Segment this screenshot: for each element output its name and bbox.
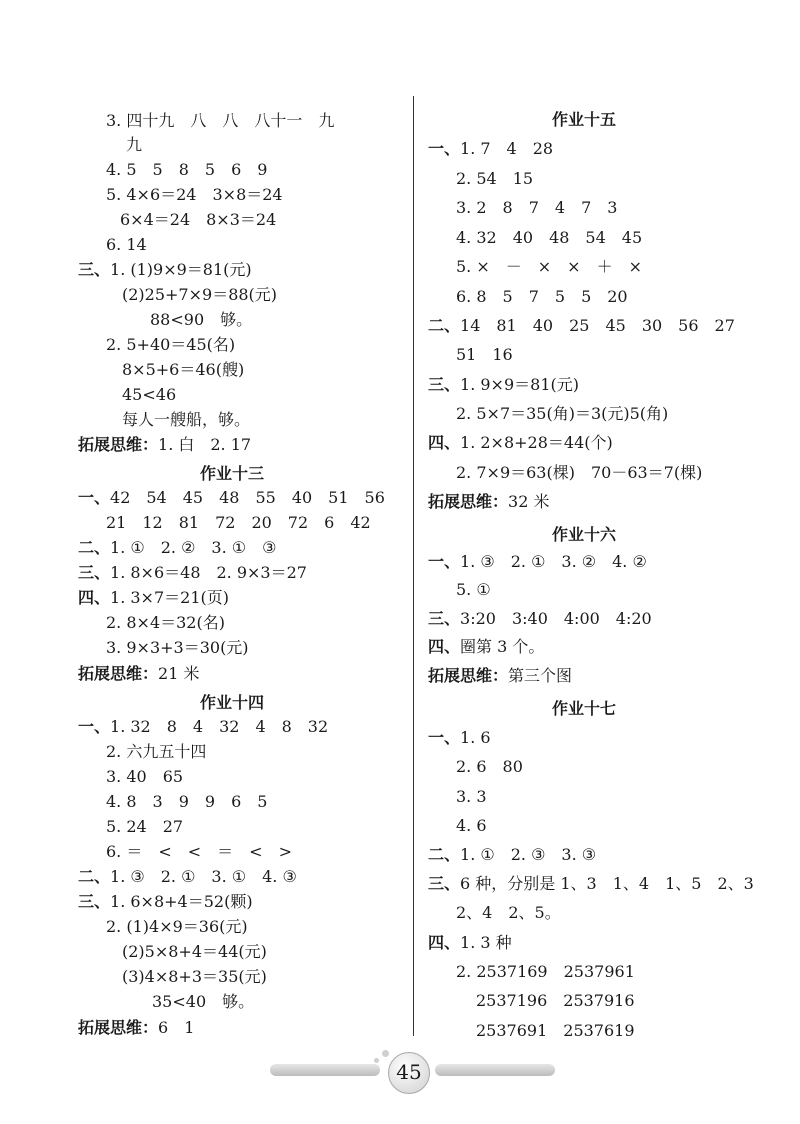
answer-line: 6. 14 (106, 235, 147, 254)
section-label: 三、 (78, 892, 111, 911)
answer-line (78, 562, 307, 584)
answer-line: 6. 8 5 7 5 5 20 (456, 287, 628, 306)
section-label: 一、 (78, 488, 111, 507)
answer-line: 2537196 2537916 (476, 991, 635, 1010)
section-label: 拓展思维： (78, 435, 159, 454)
answer-text: 21 米 (158, 664, 200, 683)
answer-line (428, 727, 491, 749)
answer-line: 6. ＝ < < ＝ < > (106, 842, 292, 861)
answer-line: 4. 6 (456, 816, 487, 835)
answer-line: 8×5+6＝46(艘) (122, 360, 245, 379)
answer-line (78, 259, 252, 281)
answer-line: 九 (126, 135, 143, 154)
answer-line (428, 491, 549, 513)
answer-line: 3. 40 65 (106, 767, 184, 786)
answer-line: 2537691 2537619 (476, 1021, 635, 1040)
answer-text: 32 米 (508, 492, 550, 511)
section-label: 一、 (428, 728, 461, 747)
answer-line: 5. ① (456, 580, 491, 599)
answer-text: 1. ① 2. ② 3. ① ③ (110, 538, 277, 557)
answer-line: 6×4＝24 8×3＝24 (120, 210, 277, 229)
answer-line: 3. 四十九 八 八 八十一 九 (106, 111, 335, 130)
section-label: 拓展思维： (78, 664, 159, 683)
answer-line (428, 844, 596, 866)
column-divider (413, 96, 414, 1036)
answer-line: 35<40 够。 (152, 992, 255, 1011)
answer-line: (2)5×8+4＝44(元) (122, 942, 267, 961)
answer-text: 1. ③ 2. ① 3. ① 4. ③ (110, 867, 297, 886)
answer-text: 1. 6×8+4＝52(颗) (110, 892, 253, 911)
answer-text: 1. ① 2. ③ 3. ③ (460, 845, 597, 864)
answer-line: 88<90 够。 (150, 310, 253, 329)
answer-text: 1. 9×9＝81(元) (460, 375, 579, 394)
answer-text: 1. (1)9×9＝81(元) (110, 260, 252, 279)
answer-line (78, 1017, 194, 1039)
answer-line (78, 891, 253, 913)
answer-text: 1. 6 (460, 728, 491, 747)
answer-line: (2)25+7×9＝88(元) (122, 285, 278, 304)
answer-line: 3. 2 8 7 4 7 3 (456, 198, 618, 217)
answer-line: 4. 32 40 48 54 45 (456, 228, 643, 247)
footer-bar-right (435, 1064, 555, 1076)
section-title: 作业十六 (552, 525, 617, 544)
answer-line (428, 551, 647, 573)
answer-line: 2. 5×7＝35(角)＝3(元)5(角) (456, 404, 669, 423)
answer-text: 42 54 45 48 55 40 51 56 (110, 488, 385, 507)
answer-line (428, 873, 754, 895)
answer-line (428, 932, 512, 954)
answer-text: 1. 2×8+28＝44(个) (460, 433, 613, 452)
answer-line (428, 636, 544, 658)
answer-text: 3:20 3:40 4:00 4:20 (460, 609, 652, 628)
answer-line: 45<46 (122, 385, 177, 404)
answer-line: 2、4 2、5。 (456, 903, 561, 922)
answer-line (428, 432, 613, 454)
answer-line: 3. 9×3+3＝30(元) (106, 638, 249, 657)
answer-line (428, 315, 735, 337)
section-label: 三、 (78, 563, 111, 582)
answer-line: 3. 3 (456, 787, 487, 806)
section-title: 作业十三 (200, 464, 265, 483)
answer-text: 1. 3 种 (460, 933, 512, 952)
section-label: 四、 (428, 637, 461, 656)
page-number: 45 (396, 1060, 422, 1084)
answer-line: 2. 6 80 (456, 757, 523, 776)
section-label: 二、 (428, 845, 461, 864)
answer-line: 2. 2537169 2537961 (456, 962, 635, 981)
section-title: 作业十五 (552, 110, 617, 129)
answer-line: 2. 六九五十四 (106, 742, 207, 761)
answer-line: 51 16 (456, 345, 513, 364)
answer-text: 圈第 3 个。 (460, 637, 545, 656)
answer-line (78, 434, 251, 456)
section-title: 作业十四 (200, 693, 265, 712)
answer-text: 1. 7 4 28 (460, 139, 554, 158)
answer-line (78, 866, 297, 888)
page-footer (270, 1050, 560, 1100)
section-title: 作业十七 (552, 699, 617, 718)
answer-line (428, 608, 652, 630)
answer-line (78, 663, 199, 685)
answer-line: 2. 7×9＝63(棵) 70－63＝7(棵) (456, 463, 703, 482)
answer-line: 4. 5 5 8 5 6 9 (106, 160, 268, 179)
section-label: 一、 (78, 717, 111, 736)
answer-line: 21 12 81 72 20 72 6 42 (106, 513, 371, 532)
section-label: 三、 (428, 609, 461, 628)
section-label: 拓展思维： (428, 666, 509, 685)
answer-text: 1. 3×7＝21(页) (110, 588, 229, 607)
answer-text: 1. 32 8 4 32 4 8 32 (110, 717, 329, 736)
answer-line: 5. 24 27 (106, 817, 184, 836)
section-label: 拓展思维： (428, 492, 509, 511)
section-label: 拓展思维： (78, 1018, 159, 1037)
answer-line: 4. 8 3 9 9 6 5 (106, 792, 268, 811)
footer-bar-left (270, 1064, 380, 1076)
answer-line (428, 665, 572, 687)
answer-line: 5. 4×6＝24 3×8＝24 (106, 185, 283, 204)
section-label: 三、 (428, 874, 461, 893)
answer-line: 2. 5+40＝45(名) (106, 335, 236, 354)
answer-text: 1. 白 2. 17 (158, 435, 252, 454)
answer-line: 2. 8×4＝32(名) (106, 613, 225, 632)
answer-text: 1. ③ 2. ① 3. ② 4. ② (460, 552, 647, 571)
answer-line (428, 374, 579, 396)
section-label: 三、 (78, 260, 111, 279)
answer-line (78, 716, 328, 738)
answer-line (78, 587, 229, 609)
answer-text: 1. 8×6＝48 2. 9×3＝27 (110, 563, 307, 582)
section-label: 二、 (428, 316, 461, 335)
answer-line: 每人一艘船，够。 (122, 410, 251, 429)
answer-line: 5. × － × × ＋ × (456, 257, 642, 276)
section-label: 四、 (78, 588, 111, 607)
decor-dot (382, 1050, 389, 1057)
section-label: 二、 (78, 867, 111, 886)
answer-text: 6 1 (158, 1018, 195, 1037)
decor-dot (374, 1058, 379, 1063)
section-label: 一、 (428, 552, 461, 571)
answer-line (428, 138, 553, 160)
answer-line: 2. 54 15 (456, 169, 534, 188)
section-label: 四、 (428, 933, 461, 952)
section-label: 三、 (428, 375, 461, 394)
answer-line: 2. (1)4×9＝36(元) (106, 917, 248, 936)
answer-line (78, 537, 276, 559)
answer-text: 第三个图 (508, 666, 573, 685)
answer-line: (3)4×8+3＝35(元) (122, 967, 267, 986)
answer-text: 6 种，分别是 1、3 1、4 1、5 2、3 (460, 874, 754, 893)
section-label: 四、 (428, 433, 461, 452)
section-label: 一、 (428, 139, 461, 158)
section-label: 二、 (78, 538, 111, 557)
answer-text: 14 81 40 25 45 30 56 27 (460, 316, 735, 335)
answer-line (78, 487, 385, 509)
